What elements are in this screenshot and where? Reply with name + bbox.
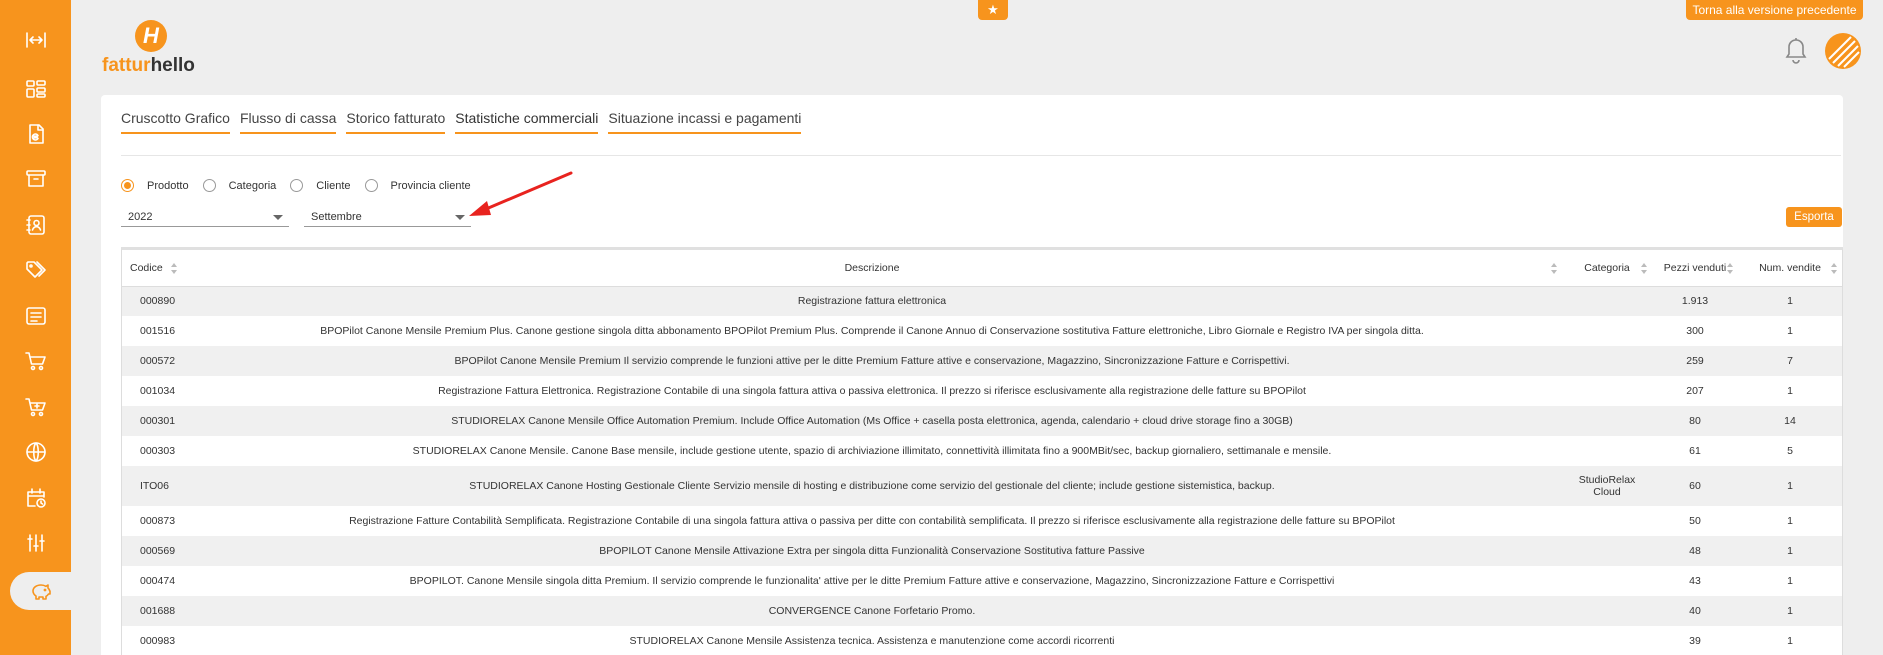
sort-icon [1641,263,1647,274]
piggy-bank-icon[interactable] [10,572,71,610]
column-header-num-vendite[interactable] [1738,250,1842,286]
cell-description: BPOPILOT Canone Mensile Attivazione Extra per singola ditta Funzionalità Conservazione Sostitutiva fatture Passive [182,536,1562,566]
cell-qty: 207 [1686,385,1704,397]
cell-category: StudioRelax Cloud [1562,466,1652,506]
cell-code: 001516 [140,325,176,337]
cell-sales: 1 [1738,596,1842,626]
cell-category [1562,626,1652,655]
cell-description: STUDIORELAX Canone Hosting Gestionale Cliente Servizio mensile di hosting e distribuzione come servizio del gestionale del cliente; include gestione sistemistica, backup. [182,466,1562,506]
expand-horizontal-icon[interactable] [0,21,71,59]
cell-category [1562,376,1652,406]
cell-qty: 50 [1689,515,1701,527]
cell-description: Registrazione fattura elettronica [182,286,1562,316]
logo-text-part1: fattur [102,55,151,76]
dashboard-icon[interactable] [0,70,71,108]
cell-qty: 43 [1689,575,1701,587]
cell-category [1562,436,1652,466]
tab-statistiche-commerciali[interactable]: Statistiche commerciali [455,110,598,134]
cell-sales: 1 [1738,536,1842,566]
cell-qty: 259 [1652,346,1738,376]
cell-qty: 48 [1652,536,1738,566]
cell-qty: 39 [1689,635,1701,647]
group-by-radio-group [121,179,485,192]
column-header-descrizione[interactable] [182,250,1562,286]
radio-prodotto-circle [121,179,134,192]
table-row[interactable] [122,406,1842,436]
tab-situazione-incassi-pagamenti[interactable]: Situazione incassi e pagamenti [608,110,801,134]
cell-qty: 40 [1652,596,1738,626]
tab-bar [121,110,811,134]
table-row[interactable] [122,536,1842,566]
cell-qty: 60 [1652,466,1738,506]
table-row[interactable] [122,376,1842,406]
sidebar [0,0,71,655]
cell-description: STUDIORELAX Canone Mensile Assistenza tecnica. Assistenza e manutenzione come accordi ricorrenti [629,635,1115,647]
cell-code: 000873 [140,515,176,527]
cell-sales: 1 [1738,286,1842,316]
table-row[interactable] [122,346,1842,376]
cell-description: BPOPilot Canone Mensile Premium Il servizio comprende le funzioni attive per le ditte Premium Fatture attive e conservazione, Magazzino, Sincronizzazione Fatture e Corrispettivi. [182,346,1562,376]
cell-sales: 14 [1738,406,1842,436]
radio-prodotto-label: Prodotto [147,179,189,192]
cell-code: 000572 [122,346,182,376]
column-header-codice[interactable] [122,250,182,286]
cell-sales: 5 [1787,445,1793,457]
tab-cruscotto-grafico[interactable]: Cruscotto Grafico [121,110,230,134]
column-header-descrizione-label: Descrizione [844,261,900,274]
cart-icon[interactable] [0,342,71,380]
cell-sales: 1 [1787,515,1793,527]
globe-icon[interactable] [0,433,71,471]
radio-cliente-circle [290,179,303,192]
archive-icon[interactable] [0,160,71,198]
user-avatar[interactable] [1825,33,1861,69]
column-header-categoria[interactable] [1562,250,1652,286]
table-row[interactable] [122,286,1842,316]
cell-code: 000474 [140,575,176,587]
cell-code: ITO06 [122,466,182,506]
cell-category [1562,596,1652,626]
cell-code: 000983 [140,635,176,647]
cell-sales: 7 [1738,346,1842,376]
column-header-pezzi-venduti[interactable] [1652,250,1738,286]
chevron-down-icon [273,215,283,220]
column-header-vendite-label: Num. vendite [1759,261,1821,274]
radio-cliente[interactable] [290,179,350,192]
export-button[interactable]: Esporta [1786,207,1842,227]
contacts-icon[interactable] [0,206,71,244]
cell-description: STUDIORELAX Canone Mensile. Canone Base mensile, include gestione utente, spazio di archiviazione illimitato, connettività illimitata fino a 900MBit/sec, backup giornaliero, settimanale e mensile. [412,445,1332,457]
table-row[interactable] [122,596,1842,626]
logo-mark: H [135,20,167,52]
cell-qty: 300 [1686,325,1704,337]
sort-icon [1727,263,1733,274]
calendar-clock-icon[interactable] [0,479,71,517]
month-select[interactable] [304,207,471,227]
sort-icon [1551,263,1557,274]
radio-provincia-cliente[interactable] [365,179,471,192]
year-select[interactable] [121,207,289,227]
main-card [101,95,1843,655]
star-icon: ★ [987,2,999,17]
cell-qty: 80 [1652,406,1738,436]
cell-description: STUDIORELAX Canone Mensile Office Automation Premium. Include Office Automation (Ms Office + casella posta elettronica, agenda, calendario + cloud drive storage fino a 30GB) [182,406,1562,436]
cell-description: BPOPilot Canone Mensile Premium Plus. Canone gestione singola ditta abbonamento BPOPilot Premium Plus. Comprende il Canone Annuo di Conservazione sostitutiva Fatture elettroniche, Libro Giornale e Registro IVA per singola ditta. [320,325,1424,337]
radio-categoria-circle [203,179,216,192]
tab-flusso-di-cassa[interactable]: Flusso di cassa [240,110,336,134]
sales-table [121,247,1843,655]
radio-categoria-label: Categoria [228,179,277,192]
cell-description: Registrazione Fatture Contabilità Semplificata. Registrazione Contabile di una singola fattura attiva o passiva per ditte con contabilità semplificata. Il prezzo si riferisce esclusivamente alla registrazione delle fatture su BPOPilot [349,515,1395,527]
cell-code: 000301 [122,406,182,436]
tags-icon[interactable] [0,251,71,289]
cell-qty: 1.913 [1652,286,1738,316]
year-select-value: 2022 [128,211,153,223]
table-row[interactable] [122,566,1842,596]
cell-category [1562,566,1652,596]
cell-category [1562,406,1652,436]
cell-sales: 1 [1787,325,1793,337]
cell-description: CONVERGENCE Canone Forfetario Promo. [182,596,1562,626]
annotation-arrow [465,165,585,225]
chevron-down-icon [455,215,465,220]
cell-code: 000569 [122,536,182,566]
radio-cliente-label: Cliente [316,179,351,192]
cell-code: 001688 [122,596,182,626]
invoice-euro-icon[interactable] [0,115,71,153]
table-header-row [122,250,1842,286]
cell-sales: 1 [1738,466,1842,506]
divider [121,155,1841,156]
logo-text [102,55,195,77]
cell-sales: 1 [1787,635,1793,647]
table-row[interactable] [122,506,1842,536]
cell-category [1562,536,1652,566]
cell-category [1562,506,1652,536]
cart-add-icon[interactable] [0,388,71,426]
cell-code: 000303 [140,445,176,457]
column-header-pezzi-label: Pezzi venduti [1663,261,1727,274]
app-logo[interactable] [102,20,212,80]
cell-description: Registrazione Fattura Elettronica. Registrazione Contabile di una singola fattura attiva o passiva elettronica. Il prezzo si riferisce esclusivamente alla registrazione delle fatture su BPOPilot [438,385,1306,397]
column-header-codice-label: Codice [130,261,163,274]
cell-category [1562,286,1652,316]
sort-icon [171,263,177,274]
cell-category [1562,346,1652,376]
cell-sales: 1 [1787,575,1793,587]
favorite-button[interactable] [978,0,1008,20]
cell-code: 001034 [140,385,176,397]
cell-qty: 61 [1689,445,1701,457]
cell-description: BPOPILOT. Canone Mensile singola ditta Premium. Il servizio comprende le funzionalita' attive per le ditte Premium Fatture attive e conservazione, Magazzino, Sincronizzazione Fatture e Corrispettivi [409,575,1335,587]
document-list-icon[interactable] [0,297,71,335]
table-row[interactable] [122,316,1842,346]
notifications-bell-icon[interactable] [1783,36,1809,66]
table-row[interactable] [122,466,1842,506]
sort-icon [1831,263,1837,274]
radio-prodotto[interactable] [121,179,189,192]
table-row[interactable] [122,436,1842,466]
radio-provincia-circle [365,179,378,192]
cell-category [1562,316,1652,346]
month-select-value: Settembre [311,211,362,223]
sliders-icon[interactable] [0,524,71,562]
column-header-categoria-label: Categoria [1584,261,1630,274]
cell-code: 000890 [122,286,182,316]
previous-version-button[interactable]: Torna alla versione precedente [1686,0,1863,20]
radio-categoria[interactable] [203,179,277,192]
cell-sales: 1 [1787,385,1793,397]
tab-storico-fatturato[interactable]: Storico fatturato [346,110,445,134]
table-row[interactable] [122,626,1842,655]
radio-provincia-label: Provincia cliente [390,179,471,192]
logo-text-part2: hello [150,55,195,76]
